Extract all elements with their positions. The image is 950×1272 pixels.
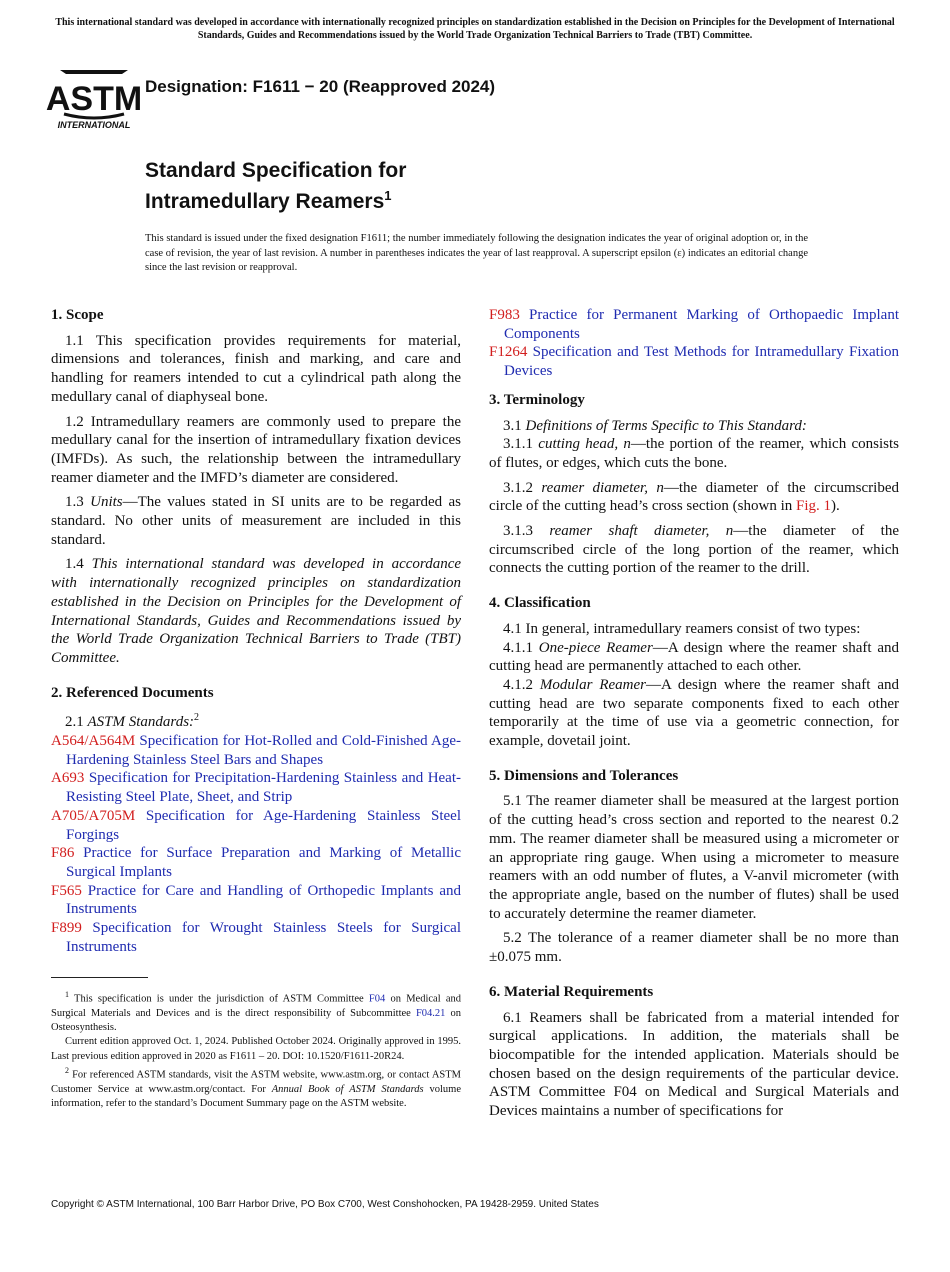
reference-code-link[interactable]: A693 [51, 770, 85, 787]
reference-item[interactable] [489, 343, 899, 380]
reference-item[interactable] [51, 844, 461, 881]
reference-title-link[interactable]: Specification for Hot-Rolled and Cold-Finished Age-Hardening Stainless Steel Bars and Shapes [66, 733, 462, 768]
reference-title-link[interactable]: Specification for Wrought Stainless Steels for Surgical Instruments [66, 920, 461, 955]
issue-note: This standard is issued under the fixed designation F1611; the number immediately following the designation indicates the year of original adoption or, in the case of revision, the year of last revision. A number in parentheses indicates the year of last reapproval. A superscript epsilon (ε) indicates an editorial change since the last revision or reapproval. [145, 233, 808, 273]
section-1-3: 1.3 Units—The values stated in SI units are to be regarded as standard. No other units of measurement are included in this standard. [51, 494, 462, 548]
reference-title-link[interactable]: Practice for Care and Handling of Orthopedic Implants and Instruments [66, 882, 461, 918]
reference-code-link[interactable]: F1264 [489, 344, 528, 361]
title-footnote-marker: 1 [384, 188, 392, 203]
section-3-1: 3.1 Definitions of Terms Specific to This Standard: [503, 417, 807, 434]
footnote-edition: Current edition approved Oct. 1, 2024. Published October 2024. Originally approved in 1995. Last previous edition approved in 2020 as F1611 – 20. DOI: 10.1520/F1611-20R24. [51, 1036, 461, 1062]
copyright-footer: Copyright © ASTM International, 100 Barr Harbor Drive, PO Box C700, West Conshohocken, PA 19428-2959. United States [51, 1199, 599, 1210]
section-4-1-2: 4.1.2 Modular Reamer—A design where the reamer shaft and cutting head are two separate components fixed to each other temporarily at the time of use via a geometric connection, for example, dovetail joint. [489, 676, 899, 750]
reference-code-link[interactable]: F899 [51, 920, 82, 937]
reference-item[interactable] [51, 769, 461, 806]
astm-logo [45, 56, 143, 132]
reference-item[interactable] [51, 882, 461, 919]
reference-item[interactable] [51, 807, 461, 844]
figure-1-link[interactable]: Fig. 1 [796, 498, 832, 515]
reference-item[interactable] [51, 732, 461, 769]
section-3-1-1: 3.1.1 cutting head, n—the portion of the reamer, which consists of flutes, or edges, which cuts the bone. [489, 436, 899, 471]
right-column [489, 306, 899, 1127]
section-1-2: 1.2 Intramedullary reamers are commonly used to prepare the medullary canal for the insertion of intramedullary fixation devices (IMFDs). As such, the relationship between the intramedullary reamer diameter and the IMFD’s diameter are considered. [51, 413, 461, 486]
section-2-1: 2.1 ASTM Standards:$^2$ [65, 712, 200, 731]
section-5-heading: 5. Dimensions and Tolerances [489, 767, 679, 784]
section-3-heading: 3. Terminology [489, 391, 585, 408]
astm-logo-letters: ASTM [45, 80, 143, 118]
section-3-1-3: 3.1.3 reamer shaft diameter, n—the diameter of the circumscribed circle of the long portion of the reamer, which connects the cutting portion of the reamer to the drill. [489, 523, 899, 577]
footnotes [51, 988, 461, 1111]
reference-item[interactable] [489, 306, 899, 343]
section-2-heading: 2. Referenced Documents [51, 684, 214, 701]
reference-code-link[interactable]: A705/A705M [51, 807, 136, 824]
section-6-heading: 6. Material Requirements [489, 983, 654, 1000]
reference-code-link[interactable]: F983 [489, 307, 520, 323]
subcommittee-link[interactable]: F04.21 [415, 1007, 446, 1019]
section-5-1: 5.1 The reamer diameter shall be measured at the largest portion of the cutting head’s cross section and reported to the nearest 0.2 mm. The reamer diameter shall be measured using a micrometer or an appropriate ring gauge. When using a micrometer to measure reamers with an odd number of flutes, a V-anvil micrometer (with the appropriate angle, based on the number of flutes) shall be used to accurately determine the reamer diameter. [489, 793, 899, 922]
title-text: Intramedullary Reamers [145, 190, 385, 213]
reference-title-link[interactable]: Specification and Test Methods for Intramedullary Fixation Devices [504, 344, 899, 380]
section-1-4: 1.4 This international standard was developed in accordance with internationally recognized principles on standardization established in the Decision on Principles for the Development of International Standards, Guides and Recommendations issued by the World Trade Organization Technical Barriers to Trade (TBT) Committee. [51, 556, 462, 666]
document-title [145, 158, 645, 214]
section-4-1: 4.1 In general, intramedullary reamers consist of two types: [503, 620, 861, 637]
reference-item[interactable] [51, 919, 461, 956]
reference-title-link[interactable]: Practice for Surface Preparation and Marking of Metallic Surgical Implants [66, 845, 461, 880]
reference-title-link[interactable]: Specification for Precipitation-Hardening Stainless and Heat-Resisting Steel Plate, Sheet, and Strip [66, 770, 462, 806]
title-line-2 [145, 183, 645, 214]
committee-link[interactable]: F04 [368, 993, 386, 1005]
section-5-2: 5.2 The tolerance of a reamer diameter shall be no more than ±0.075 mm. [489, 930, 899, 966]
designation: Designation: F1611 − 20 (Reapproved 2024) [145, 77, 496, 96]
astm-logo-subtext: INTERNATIONAL [57, 120, 131, 130]
reference-title-link[interactable]: Specification for Age-Hardening Stainless Steel Forgings [66, 807, 461, 843]
section-1-1: 1.1 This specification provides requirements for material, dimensions and tolerances, finish and marking, and care and handling for reamers intended to cut a cylindrical path along the medullary canal of diaphyseal bone. [51, 332, 461, 405]
section-4-1-1: 4.1.1 One-piece Reamer—A design where the reamer shaft and cutting head are permanently attached to each other. [489, 639, 899, 675]
footnote-1: $^1$ This specification is under the jurisdiction of ASTM Committee F04 on Medical and Surgical Materials and Devices and is the direct responsibility of Subcommittee F04.21 on Osteosynthesis. [51, 990, 461, 1034]
reference-title-link[interactable]: Practice for Permanent Marking of Orthopaedic Implant Components [504, 307, 899, 342]
section-3-1-2: 3.1.2 reamer diameter, n—the diameter of the circumscribed circle of the cutting head’s cross section (shown in Fig. 1). [489, 479, 899, 515]
section-4-heading: 4. Classification [489, 595, 591, 612]
reference-code-link[interactable]: F565 [51, 882, 82, 899]
footnote-divider [51, 977, 148, 978]
reference-code-link[interactable]: A564/A564M [51, 733, 136, 750]
astm-logo-mark [46, 70, 142, 118]
left-column [51, 306, 461, 957]
section-6-1: 6.1 Reamers shall be fabricated from a material intended for surgical applications. In addition, the materials shall be biocompatible for the intended application. Materials should be chosen based on the design requirements of the particular device. ASTM Committee F04 on Medical and Surgical Materials and Devices maintains a number of specifications for [489, 1009, 899, 1120]
section-1-heading: 1. Scope [51, 307, 104, 323]
header-notice: This international standard was developed in accordance with internationally recognized principles on standardization established in the Decision on Principles for the Development of International Standards, Guides and Recommendations issued by the World Trade Organization Technical Barriers to Trade (TBT) Committee. [55, 17, 895, 41]
footnote-2: $^2$ For referenced ASTM standards, visit the ASTM website, www.astm.org, or contact ASTM Customer Service at www.astm.org/contact. For Annual Book of ASTM Standards volume information, refer to the standard’s Document Summary page on the ASTM website. [51, 1065, 462, 1110]
reference-code-link[interactable]: F86 [51, 845, 75, 862]
title-line-1: Standard Specification for [145, 159, 407, 182]
